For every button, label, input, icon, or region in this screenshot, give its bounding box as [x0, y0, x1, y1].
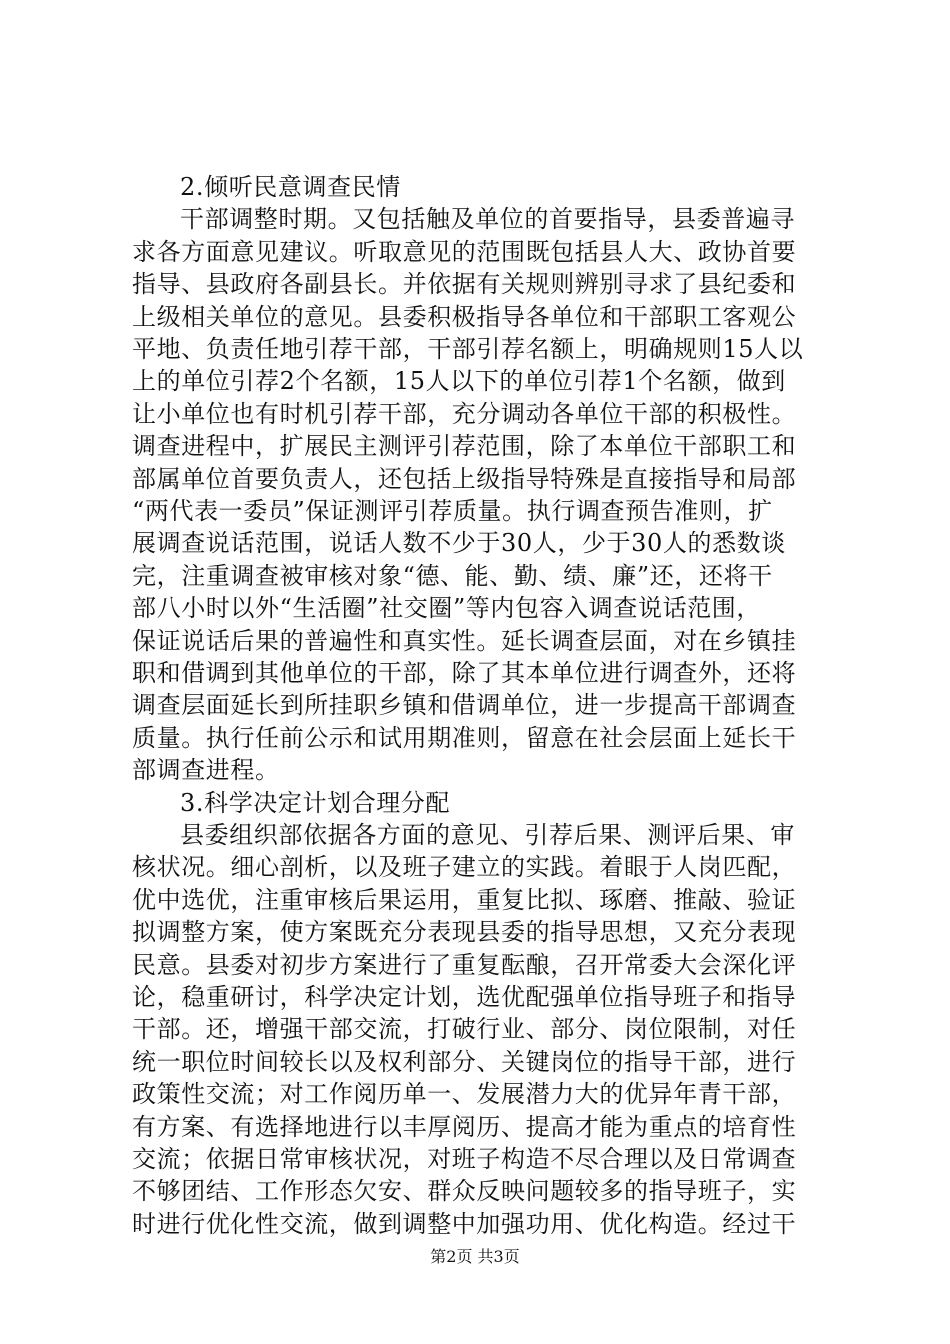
paragraph-line: 核状况。细心剖析，以及班子建立的实践。着眼于人岗匹配，	[132, 853, 797, 882]
paragraph-line: 部调查进程。	[132, 756, 280, 785]
paragraph-line: 干部调整时期。又包括触及单位的首要指导，县委普遍寻	[180, 205, 795, 234]
paragraph-line: 展调查说话范围，说话人数不少于30人，少于30人的悉数谈	[132, 529, 786, 558]
paragraph-line: 让小单位也有时机引荐干部，充分调动各单位干部的积极性。	[132, 399, 797, 428]
paragraph-line: 部八小时以外“生活圈”社交圈”等内包容入调查说话范围，	[132, 594, 762, 623]
paragraph-line: 拟调整方案，使方案既充分表现县委的指导思想，又充分表现	[132, 918, 797, 947]
paragraph-line: 时进行优化性交流，做到调整中加强功用、优化构造。经过干	[132, 1209, 797, 1238]
paragraph-line: 指导、县政府各副县长。并依据有关规则辨别寻求了县纪委和	[132, 270, 797, 299]
paragraph-line: 优中选优，注重审核后果运用，重复比拟、琢磨、推敲、验证	[132, 885, 797, 914]
paragraph-line: 上级相关单位的意见。县委积极指导各单位和干部职工客观公	[132, 302, 797, 331]
paragraph-line: 求各方面意见建议。听取意见的范围既包括县人大、政协首要	[132, 237, 797, 266]
section-heading: 3.科学决定计划合理分配	[180, 788, 451, 817]
page-footer: 第2页 共3页	[430, 1247, 520, 1266]
paragraph-line: 政策性交流；对工作阅历单一、发展潜力大的优异年青干部，	[132, 1080, 797, 1109]
paragraph-line: 干部。还，增强干部交流，打破行业、部分、岗位限制，对任	[132, 1015, 797, 1044]
paragraph-line: 有方案、有选择地进行以丰厚阅历、提高才能为重点的培育性	[132, 1112, 797, 1141]
paragraph-line: “两代表一委员”保证测评引荐质量。执行调查预告准则，扩	[132, 497, 773, 525]
paragraph-line: 平地、负责任地引荐干部，干部引荐名额上，明确规则15人以	[132, 335, 804, 363]
paragraph-line: 职和借调到其他单位的干部，除了其本单位进行调查外，还将	[132, 659, 797, 687]
paragraph-line: 论，稳重研讨，科学决定计划，选优配强单位指导班子和指导	[132, 983, 797, 1011]
paragraph-line: 统一职位时间较长以及权利部分、关键岗位的指导干部，进行	[132, 1047, 797, 1076]
paragraph-line: 调查层面延长到所挂职乡镇和借调单位，进一步提高干部调查	[132, 691, 797, 720]
paragraph-line: 质量。执行任前公示和试用期准则，留意在社会层面上延长干	[132, 723, 797, 752]
paragraph-line: 部属单位首要负责人，还包括上级指导特殊是直接指导和局部	[132, 464, 797, 493]
section-heading: 2.倾听民意调查民情	[180, 173, 401, 201]
paragraph-line: 交流；依据日常审核状况，对班子构造不尽合理以及日常调查	[132, 1145, 797, 1173]
paragraph-line: 保证说话后果的普遍性和真实性。延长调查层面，对在乡镇挂	[132, 626, 797, 655]
paragraph-line: 县委组织部依据各方面的意见、引荐后果、测评后果、审	[180, 821, 795, 849]
paragraph-line: 不够团结、工作形态欠安、群众反映问题较多的指导班子，实	[132, 1177, 797, 1206]
paragraph-line: 上的单位引荐2个名额，15人以下的单位引荐1个名额，做到	[132, 367, 786, 396]
paragraph-line: 完，注重调查被审核对象“德、能、勤、绩、廉”还，还将干	[132, 561, 773, 590]
paragraph-line: 民意。县委对初步方案进行了重复酝酿，召开常委大会深化评	[132, 950, 797, 979]
paragraph-line: 调查进程中，扩展民主测评引荐范围，除了本单位干部职工和	[132, 432, 797, 461]
